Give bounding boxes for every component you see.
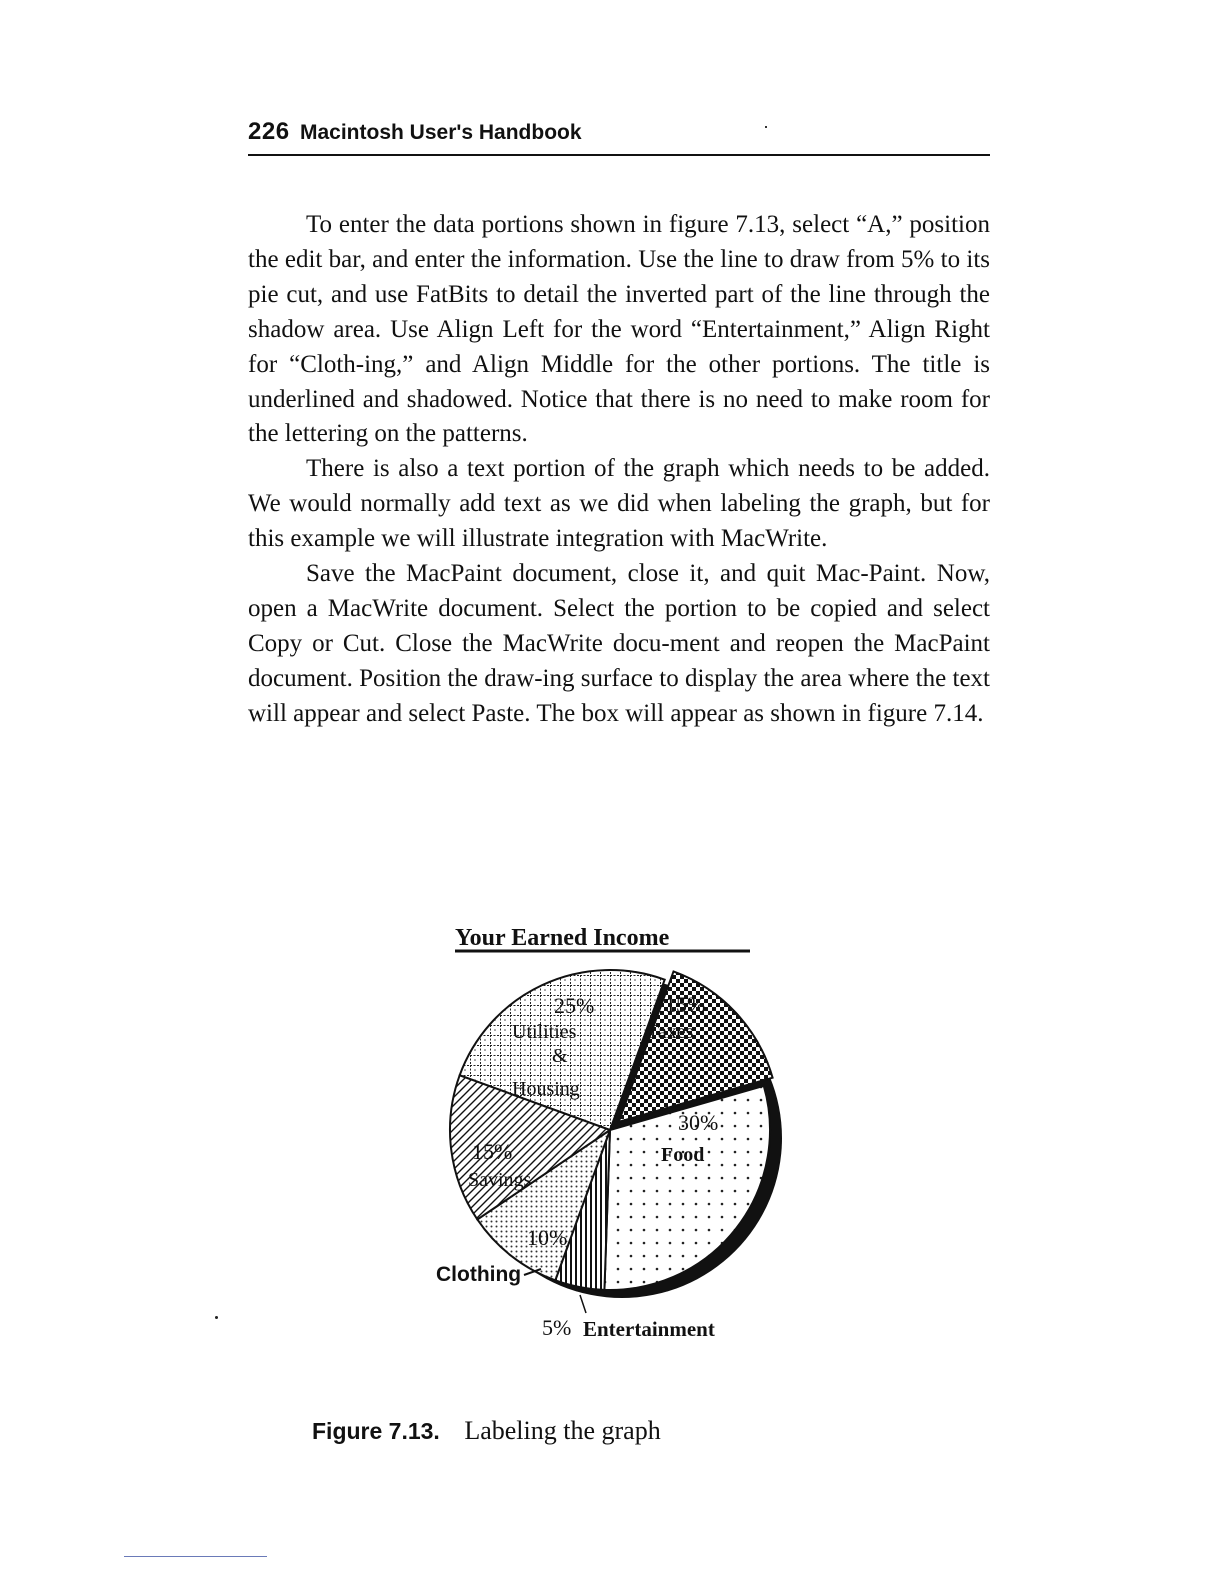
figure-caption-text: Labeling the graph (464, 1416, 661, 1445)
housing-label: Housing (512, 1078, 580, 1100)
scan-edge-line (124, 1556, 267, 1557)
paragraph-2: There is also a text portion of the graph which needs to be added. We would normally add text as we did when labeling the graph, but for this example we will illustrate integration with MacWrite. (248, 455, 990, 553)
utilities-ampersand-label: & (552, 1045, 568, 1067)
print-speck (215, 1316, 218, 1319)
figure-label: Figure 7.13. (312, 1418, 440, 1444)
body-text (248, 208, 990, 732)
pie-chart-figure (420, 915, 810, 1355)
figure-caption (312, 1416, 661, 1446)
entertainment-label: Entertainment (583, 1317, 715, 1341)
chart-title: Your Earned Income (455, 925, 670, 951)
print-speck (765, 126, 767, 128)
food-label: Food (661, 1144, 705, 1166)
chart-title-group (455, 925, 750, 951)
entertainment-percent-label: 5% (542, 1315, 572, 1340)
savings-label: Savings (468, 1169, 532, 1191)
savings-percent-label: 15% (472, 1139, 513, 1164)
utilities-label: Utilities (512, 1021, 577, 1043)
clothing-percent-label: 10% (527, 1225, 568, 1250)
paragraph-1: To enter the data portions shown in figure 7.13, select “A,” position the edit bar, and enter the information. Use the line to draw from 5% to its pie cut, and use FatBits to detail the inverted part of the line through the shadow area. Use Align Left for the word “Entertainment,” Align Right for “Cloth-ing,” and Align Middle for the other portions. The title is underlined and shadowed. Notice that there is no need to make room for the lettering on the patterns. (248, 211, 990, 448)
pie-slices (450, 970, 773, 1290)
entertainment-leader-line (580, 1295, 586, 1313)
taxes-percent-label: 15% (665, 992, 706, 1017)
paragraph-3: Save the MacPaint document, close it, and quit Mac-Paint. Now, open a MacWrite document. Select the portion to be copied and select Copy or Cut. Close the MacWrite docu-ment and reopen the MacPaint document. Position the draw-ing surface to display the area where the text will appear and select Paste. The box will appear as shown in figure 7.14. (248, 560, 990, 727)
utilities-percent-label: 25% (554, 993, 595, 1018)
pie-chart (420, 915, 810, 1355)
running-header (248, 118, 990, 156)
page-number: 226 (248, 118, 290, 145)
clothing-label: Clothing (436, 1263, 522, 1286)
taxes-label: Taxes (647, 1021, 694, 1043)
book-title: Macintosh User's Handbook (300, 121, 582, 144)
food-percent-label: 30% (678, 1110, 719, 1135)
